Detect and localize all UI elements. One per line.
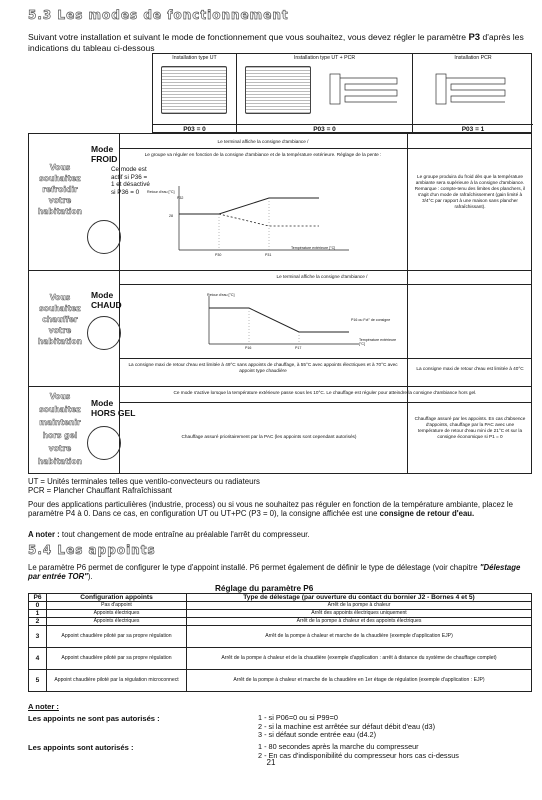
chaud-header: Le terminal affiche la consigne d'ambiance / bbox=[276, 274, 368, 279]
page-number: 21 bbox=[266, 758, 276, 767]
horsgel-header: Ce mode s'active lorsque la température extérieure passe sous les 10°C. Le chauffage est réguler pour atteindre la consigne d'ambiance hors gel. bbox=[173, 390, 477, 395]
table-row: 2 Appoints électriques Arrêt de la pompe à chaleur et des appoints électriques bbox=[29, 618, 532, 626]
chaud-bottom-right: La consigne maxi de retour d'eau est limitée à 40°C bbox=[416, 366, 524, 371]
not-allowed-label: Les appoints ne sont pas autorisés : bbox=[28, 714, 160, 723]
chaud-bottom-left: La consigne maxi de retour d'eau est limitée à 49°C sans appoints de chauffage, à 55°C avec appoints électriques et à 70°C avec appoint type chaudière bbox=[128, 362, 398, 373]
chaud-axis-y: Retour d'eau [°C] bbox=[207, 293, 235, 297]
froid-header: Le terminal affiche la consigne d'ambiance / bbox=[217, 139, 309, 144]
chaud-tick: P16 bbox=[245, 346, 252, 350]
install-code: P03 = 0 bbox=[237, 124, 412, 134]
floor-heating-diagram bbox=[433, 68, 513, 112]
divider bbox=[119, 402, 531, 403]
froid-axis-x: Température extérieure [°C] bbox=[291, 246, 336, 250]
divider bbox=[119, 358, 531, 359]
install-code: P03 = 1 bbox=[413, 124, 533, 134]
fan-coil-image bbox=[161, 66, 227, 114]
thermostat-dial-icon bbox=[87, 426, 121, 460]
want-heat: Vous souhaitez chauffer votre habitation bbox=[37, 293, 83, 346]
divider bbox=[407, 134, 408, 473]
section-title-appoints: 5.4 Les appoints bbox=[28, 543, 156, 557]
list-item: 3 - si défaut sonde entrée eau (d4.2) bbox=[258, 730, 377, 740]
install-col-pcr bbox=[413, 54, 533, 134]
chaud-chart-note: P16 ou Fct° de consigne bbox=[351, 318, 391, 322]
table-row: 4 Appoint chaudière piloté par sa propre régulation Arrêt de la pompe à chaleur et de la chaudière (exemple d'application : arrêt à distance du système de chauffage complet) bbox=[29, 648, 532, 670]
chaud-axis-x: Température extérieure [°C] bbox=[359, 338, 397, 346]
table-row: 3 Appoint chaudière piloté par sa propre régulation Arrêt de la pompe à chaleur et marche de la chaudière (exemple d'application EJP) bbox=[29, 626, 532, 648]
install-col-ut-pcr bbox=[237, 54, 413, 134]
installation-table bbox=[152, 53, 532, 133]
mode-title-horsgel: Mode HORS GEL bbox=[91, 398, 136, 418]
def-ut: UT = Unités terminales telles que ventilo-convecteurs ou radiateurs bbox=[28, 477, 260, 486]
froid-tick: P31 bbox=[265, 253, 272, 257]
froid-chart-text: Le groupe va réguler en fonction de la consigne d'ambiance et de la température extérieure. Réglage de la pente : bbox=[144, 152, 382, 157]
list-item: 1 - si P06=0 ou si P99=0 bbox=[258, 713, 338, 722]
install-label: Installation type UT + PCR bbox=[293, 55, 356, 61]
divider bbox=[119, 148, 531, 149]
p6-header: Type de délestage (par ouverture du contact du bornier J2 - Bornes 4 et 5) bbox=[187, 594, 532, 602]
def-pcr: PCR = Plancher Chauffant Rafraîchissant bbox=[28, 486, 172, 496]
froid-tick: P30 bbox=[215, 253, 222, 257]
froid-tick: P32 bbox=[177, 196, 184, 200]
intro-param: P3 bbox=[468, 32, 481, 43]
divider bbox=[29, 386, 531, 387]
intro-paragraph bbox=[28, 32, 534, 53]
note-mode-change: A noter : tout changement de mode entraîne au préalable l'arrêt du compresseur. bbox=[28, 530, 310, 539]
horsgel-right: Chauffage assuré par les appoints. En cas d'absence d'appoints, chauffage par la PAC avec une température de retour d'eau mini de 21°C et sur la consigne économique si P1 = 0 bbox=[414, 416, 526, 439]
thermostat-dial-icon bbox=[87, 220, 121, 254]
section-title-modes: 5.3 Les modes de fonctionnement bbox=[28, 8, 289, 22]
mode-title-chaud: Mode CHAUD bbox=[91, 290, 122, 310]
install-label: Installation type UT bbox=[172, 55, 217, 61]
table-row: 5 Appoint chaudière piloté par la régulation microconnect Arrêt de la pompe à chaleur et marche de la chaudière en 1er étage de régulation (exemple d'application : EJP) bbox=[29, 670, 532, 692]
floor-heating-diagram bbox=[327, 68, 405, 112]
para-p6: Le paramètre P6 permet de configurer le type d'appoint installé. P6 permet également de définir le type de délestage (voir chapitre "Délestage par entrée TOR"). bbox=[28, 563, 521, 582]
intro-text: Suivant votre installation et suivant le mode de fonctionnement que vous souhaitez, vous devez régler le paramètre bbox=[28, 32, 469, 42]
want-cool: Vous souhaitez refroidir votre habitation bbox=[37, 163, 83, 216]
install-col-ut bbox=[153, 54, 237, 134]
p6-table bbox=[28, 593, 532, 692]
froid-axis-y: Retour d'eau [°C] bbox=[147, 190, 175, 194]
horsgel-left: Chauffage assuré prioritairement par la PAC (les appoints sont cependant autorisés) bbox=[181, 434, 357, 439]
table-row: 1 Appoints électriques Arrêt des appoints électriques uniquement bbox=[29, 610, 532, 618]
note-label: A noter : bbox=[28, 702, 59, 711]
p6-header: P6 bbox=[29, 594, 47, 602]
mode-froid-desc: Ce mode est actif si P36 = 1 et désactivé si P36 = 0 bbox=[111, 166, 150, 196]
intro-text-end: d'après les indications du tableau ci-dessous bbox=[28, 32, 524, 53]
fan-coil-image bbox=[245, 66, 311, 114]
froid-tick: 28 bbox=[169, 214, 173, 218]
list-item: 2 - En cas d'indisponibilité du compresseur hors cas ci-dessus bbox=[258, 750, 459, 760]
allowed-label: Les appoints sont autorisés : bbox=[28, 743, 134, 752]
mode-title-froid: Mode FROID bbox=[91, 144, 118, 164]
thermostat-dial-icon bbox=[87, 316, 121, 350]
install-code: P03 = 0 bbox=[153, 124, 236, 134]
modes-table bbox=[28, 133, 532, 474]
list-item: 2 - si la machine est arrêtée sur défaut débit d'eau (d3) bbox=[258, 721, 436, 731]
not-allowed-list bbox=[258, 714, 435, 740]
want-frost: Vous souhaitez maintenir hors gel votre habitation bbox=[37, 392, 83, 466]
definitions bbox=[28, 477, 534, 496]
install-label: Installation PCR bbox=[454, 55, 492, 61]
divider bbox=[119, 284, 531, 285]
table-row: 0 Pas d'appoint Arrêt de la pompe à chaleur bbox=[29, 602, 532, 610]
para-p4: Pour des applications particulières (industrie, process) ou si vous ne souhaitez pas réguler en fonction de la température ambiante, placez le paramètre P4 à 0. Dans ce cas, en configuration UT ou UT+PC (P3 = 0), la consigne affichée est une consigne de retour d'eau. bbox=[28, 500, 513, 519]
chaud-tick: P17 bbox=[295, 346, 302, 350]
p6-table-title: Réglage du paramètre P6 bbox=[215, 584, 314, 593]
p6-header: Configuration appoints bbox=[47, 594, 187, 602]
list-item: 1 - 80 secondes après la marche du compresseur bbox=[258, 742, 419, 751]
froid-right-text: Le groupe produira du froid dès que la température ambiante sera supérieure à la consigne d'ambiance. Remarque : compte-tenu des limites des planchers, il s'agit d'un mode de rafraîchissement (gain limité à 3/4°C par rapport à une maison sans plancher rafraîchissant). bbox=[414, 174, 526, 209]
divider bbox=[29, 270, 531, 271]
